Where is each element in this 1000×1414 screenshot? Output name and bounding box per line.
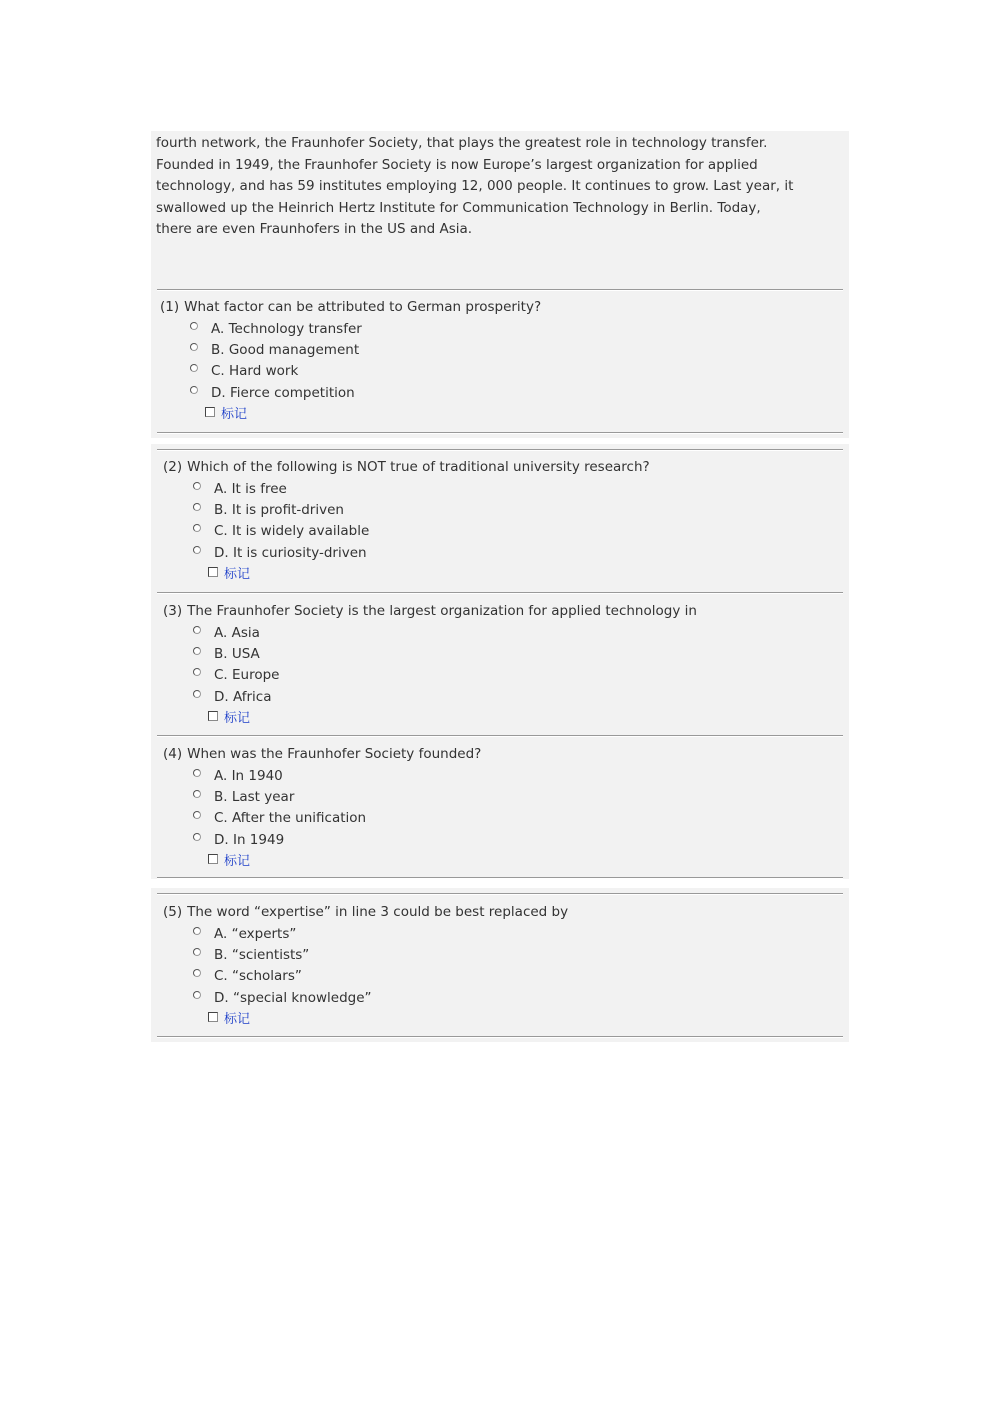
option-c[interactable] [160,361,541,382]
option-d[interactable] [163,988,568,1009]
passage-line: swallowed up the Heinrich Hertz Institute for Communication Technology in Berlin. Today, [156,199,761,216]
mark-toggle[interactable] [163,851,481,872]
questions-card [151,888,849,1042]
question-text: When was the Fraunhofer Society founded? [187,746,482,762]
radio-button-icon[interactable] [190,343,198,351]
question-2 [163,457,650,585]
option-label: B. It is profit-driven [214,501,344,518]
divider [157,592,843,594]
question-text: The word “expertise” in line 3 could be best replaced by [187,904,569,920]
passage-text [156,133,844,241]
questions-card [151,444,849,879]
radio-button-icon[interactable] [193,927,201,935]
option-b[interactable] [163,644,697,665]
mark-toggle[interactable] [160,404,541,425]
divider [157,289,843,291]
mark-label[interactable]: 标记 [224,1012,251,1028]
radio-button-icon[interactable] [193,690,201,698]
radio-button-icon[interactable] [190,386,198,394]
mark-label[interactable]: 标记 [224,711,251,727]
radio-button-icon[interactable] [193,647,201,655]
option-label: B. “scientists” [214,946,310,963]
question-stem [163,601,697,623]
question-stem [163,457,650,479]
divider [157,1036,843,1038]
question-1 [160,297,541,425]
option-c[interactable] [163,966,568,987]
option-b[interactable] [163,945,568,966]
checkbox-icon[interactable] [208,1012,218,1022]
option-label: A. Technology transfer [211,320,362,337]
option-label: C. After the unification [214,810,367,827]
option-label: C. It is widely available [214,523,370,540]
radio-button-icon[interactable] [193,769,201,777]
option-label: A. “experts” [214,925,297,942]
radio-button-icon[interactable] [193,811,201,819]
option-a[interactable] [160,319,541,340]
radio-button-icon[interactable] [193,546,201,554]
question-text: What factor can be attributed to German prosperity? [184,299,542,315]
option-label: C. Europe [214,667,280,684]
mark-label[interactable]: 标记 [224,567,251,583]
option-b[interactable] [163,787,481,808]
option-label: A. Asia [214,624,260,641]
divider [157,877,843,879]
passage-line: technology, and has 59 institutes employing 12, 000 people. It continues to grow. Last year, it [156,178,794,194]
option-d[interactable] [163,830,481,851]
checkbox-icon[interactable] [208,711,218,721]
passage-line: Founded in 1949, the Fraunhofer Society is now Europe’s largest organization for applied [156,156,758,173]
option-label: B. Last year [214,788,295,805]
divider [157,432,843,434]
question-stem [160,297,541,319]
option-b[interactable] [163,500,650,521]
divider [157,893,843,895]
divider [157,449,843,451]
checkbox-icon[interactable] [208,567,218,577]
question-number: (1) [160,299,180,315]
option-label: D. Fierce competition [211,384,355,401]
option-d[interactable] [163,687,697,708]
radio-button-icon[interactable] [190,322,198,330]
radio-button-icon[interactable] [193,482,201,490]
question-stem [163,902,568,924]
option-label: D. It is curiosity-driven [214,544,367,561]
option-label: B. Good management [211,341,360,358]
option-label: C. Hard work [211,363,299,380]
option-label: D. “special knowledge” [214,989,372,1006]
option-a[interactable] [163,479,650,500]
question-5 [163,902,568,1030]
question-number: (3) [163,603,183,619]
option-label: D. In 1949 [214,831,285,848]
option-label: A. It is free [214,480,287,497]
radio-button-icon[interactable] [193,969,201,977]
radio-button-icon[interactable] [193,991,201,999]
option-a[interactable] [163,766,481,787]
passage-line: fourth network, the Fraunhofer Society, that plays the greatest role in technology transfer. [156,135,768,151]
question-text: Which of the following is NOT true of traditional university research? [187,459,650,475]
radio-button-icon[interactable] [193,833,201,841]
mark-toggle[interactable] [163,1009,568,1030]
option-label: D. Africa [214,688,272,705]
question-3 [163,601,697,729]
mark-toggle[interactable] [163,564,650,585]
question-number: (4) [163,746,183,762]
option-c[interactable] [163,665,697,686]
question-stem [163,744,481,766]
mark-label[interactable]: 标记 [224,854,251,870]
option-label: C. “scholars” [214,968,302,985]
option-b[interactable] [160,340,541,361]
option-label: A. In 1940 [214,767,283,784]
option-label: B. USA [214,645,260,662]
option-d[interactable] [163,543,650,564]
passage-card [151,131,849,438]
mark-label[interactable]: 标记 [221,407,248,423]
checkbox-icon[interactable] [205,407,215,417]
divider [157,735,843,737]
question-number: (2) [163,459,183,475]
radio-button-icon[interactable] [193,503,201,511]
option-a[interactable] [163,623,697,644]
radio-button-icon[interactable] [190,364,198,372]
question-number: (5) [163,904,183,920]
radio-button-icon[interactable] [193,626,201,634]
mark-toggle[interactable] [163,708,697,729]
radio-button-icon[interactable] [193,790,201,798]
radio-button-icon[interactable] [193,524,201,532]
option-d[interactable] [160,383,541,404]
passage-line: there are even Fraunhofers in the US and Asia. [156,221,473,237]
checkbox-icon[interactable] [208,854,218,864]
question-text: The Fraunhofer Society is the largest organization for applied technology in [187,603,697,619]
radio-button-icon[interactable] [193,668,201,676]
option-c[interactable] [163,808,481,829]
option-c[interactable] [163,521,650,542]
question-4 [163,744,481,872]
option-a[interactable] [163,924,568,945]
radio-button-icon[interactable] [193,948,201,956]
